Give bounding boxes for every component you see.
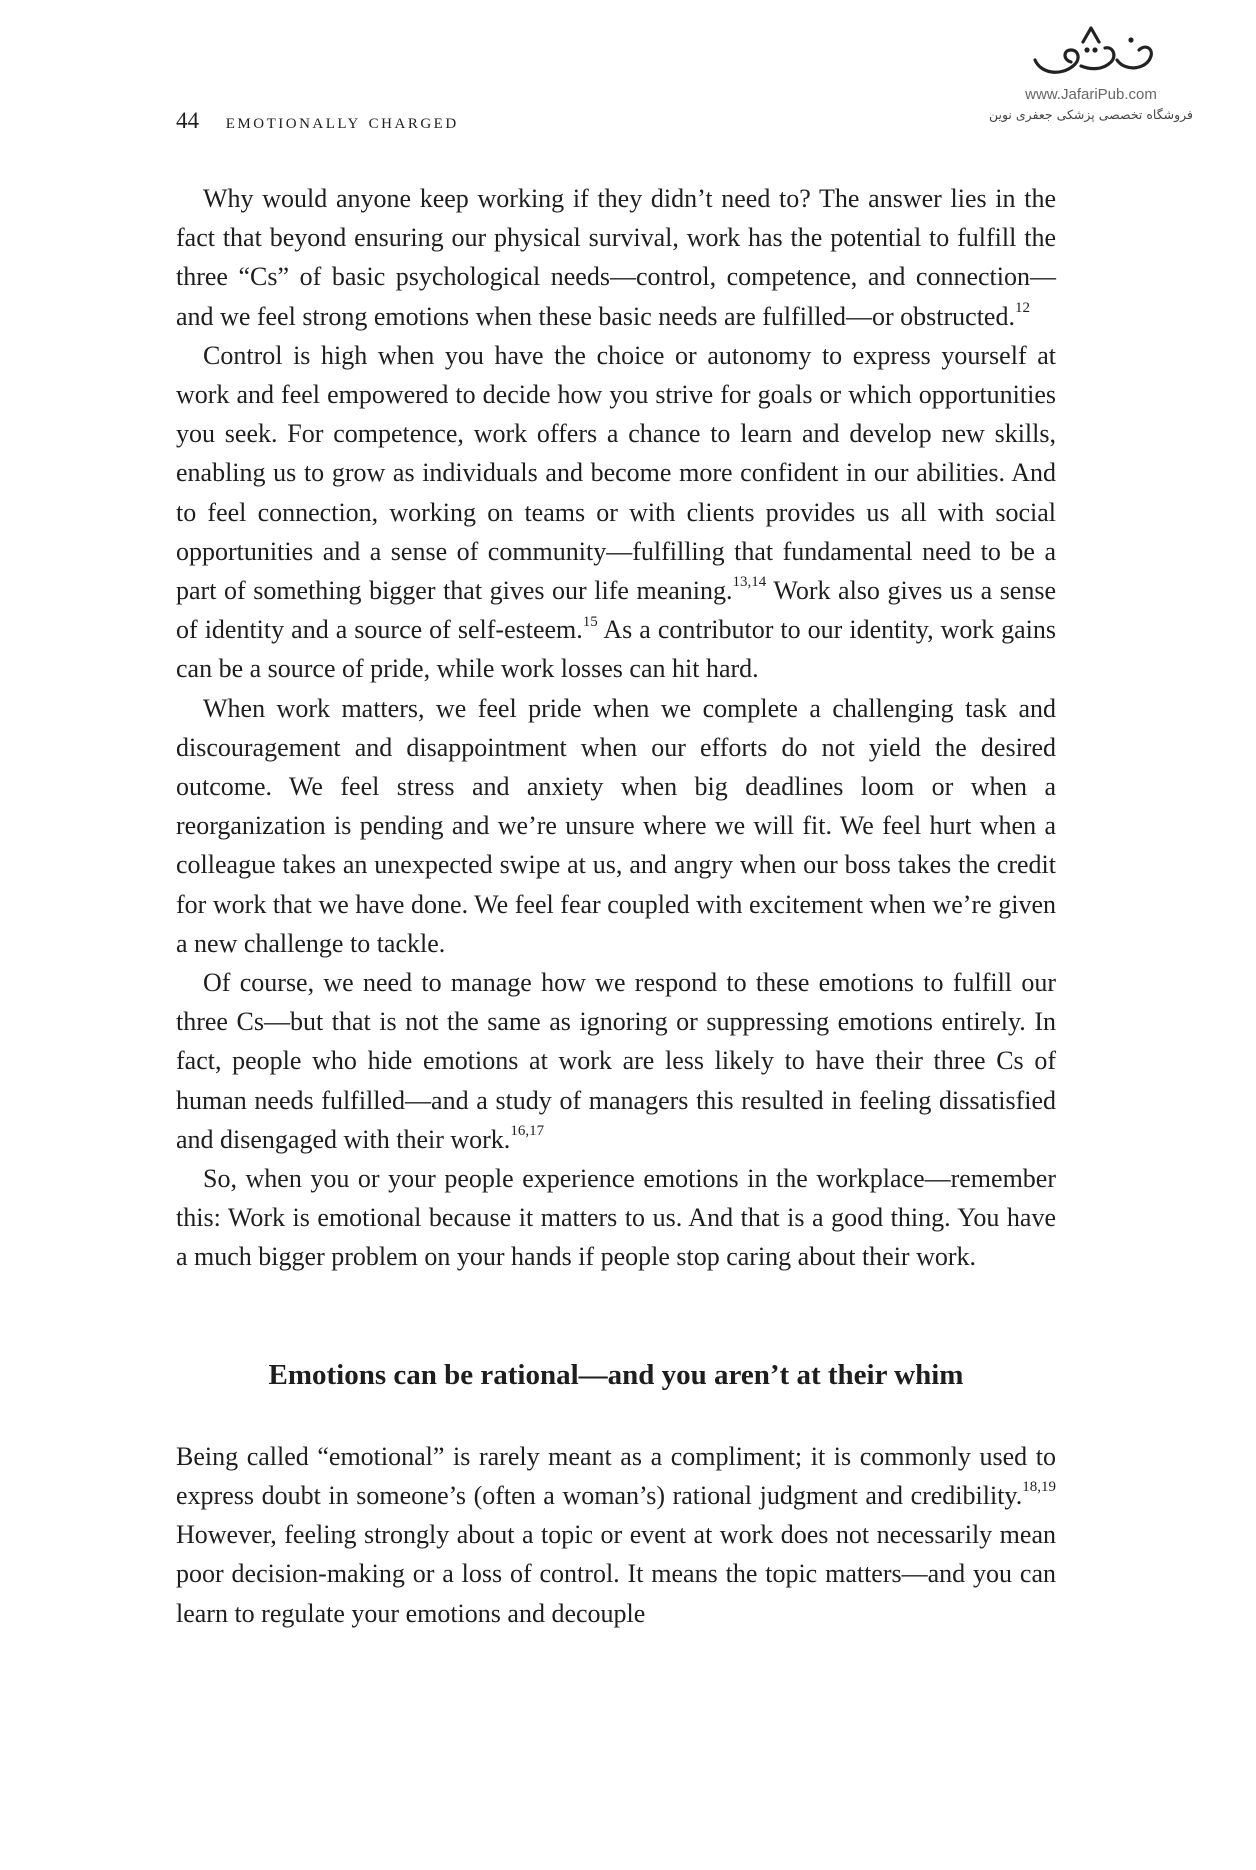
paragraph-text: Control is high when you have the choice or autonomy to express yourself at work and feel empowered to decide how you strive for goals or which opportunities you seek. For competence, work offers a chance to learn and develop new skills, enabling us to grow as individuals and become more confident in our abilities. And to feel connection, working on teams or with clients provides us all with social opportunities and a sense of community—fulfilling that fundamental need to be a part of something bigger that gives our life meaning.	[176, 340, 1056, 606]
paragraph: So, when you or your people experience emotions in the workplace—remember this: Work is emotional because it matters to us. And that is a good thing. You have a much bigger problem on your hands if people stop caring about their work.	[176, 1164, 1056, 1272]
paragraph	[176, 336, 1056, 689]
footnote-ref: 16,17	[510, 1123, 545, 1140]
paragraph-text: However, feeling strongly about a topic or event at work does not necessarily mean poor decision-making or a loss of control. It means the topic matters—and you can learn to regulate your emotions and decouple	[176, 1520, 1056, 1628]
paragraph-text: Of course, we need to manage how we respond to these emotions to fulfill our three Cs—but that is not the same as ignoring or suppressing emotions entirely. In fact, people who hide emotions at work are less likely to have their three Cs of human needs fulfilled—and a study of managers this resulted in feeling dissatisfied and disengaged with their work.	[176, 968, 1056, 1154]
paragraph	[176, 1437, 1056, 1633]
book-title: emotionally charged	[225, 109, 459, 133]
paragraph	[176, 963, 1056, 1159]
watermark-url: www.JafariPub.com	[1025, 86, 1157, 103]
watermark-store-name: فروشگاه تخصصی پزشکی جعفری نوین	[988, 107, 1194, 122]
paragraph	[176, 179, 1056, 336]
page-number: 44	[176, 108, 199, 133]
paragraph-text: Being called “emotional” is rarely meant as a compliment; it is commonly used to express doubt in someone’s (often a woman’s) rational judgment and credibility.	[176, 1441, 1056, 1510]
footnote-ref: 18,19	[1022, 1479, 1056, 1496]
footnote-ref: 12	[1014, 299, 1030, 316]
paragraph-text: Why would anyone keep working if they didn’t need to? The answer lies in the fact that beyond ensuring our physical survival, work has the potential to fulfill the three “Cs” of basic psychological needs—control, competence, and connection—and we feel strong emotions when these basic needs are fulfilled—or obstructed.	[176, 184, 1056, 331]
footnote-ref: 13,14	[732, 574, 767, 591]
paragraph-text: Work also gives us a sense of identity and a source of self-esteem.	[176, 576, 1057, 645]
footnote-ref: 15	[582, 613, 598, 630]
paragraph-text: As a contributor to our identity, work gains can be a source of pride, while work losses can hit hard.	[176, 615, 1056, 684]
body-text	[176, 179, 1056, 1633]
section-heading: Emotions can be rational—and you aren’t at their whim	[268, 1358, 964, 1391]
publisher-watermark	[966, 20, 1216, 140]
paragraph: When work matters, we feel pride when we complete a challenging task and discouragement and disappointment when our efforts do not yield the desired outcome. We feel stress and anxiety when big deadlines loom or when a reorganization is pending and we’re unsure where we will fit. We feel hurt when a colleague takes an unexpected swipe at us, and angry when our boss takes the credit for work that we have done. We feel fear coupled with excitement when we’re given a new challenge to tackle.	[176, 693, 1056, 958]
jafaripub-logo-icon	[1021, 20, 1161, 84]
running-head	[176, 108, 459, 134]
